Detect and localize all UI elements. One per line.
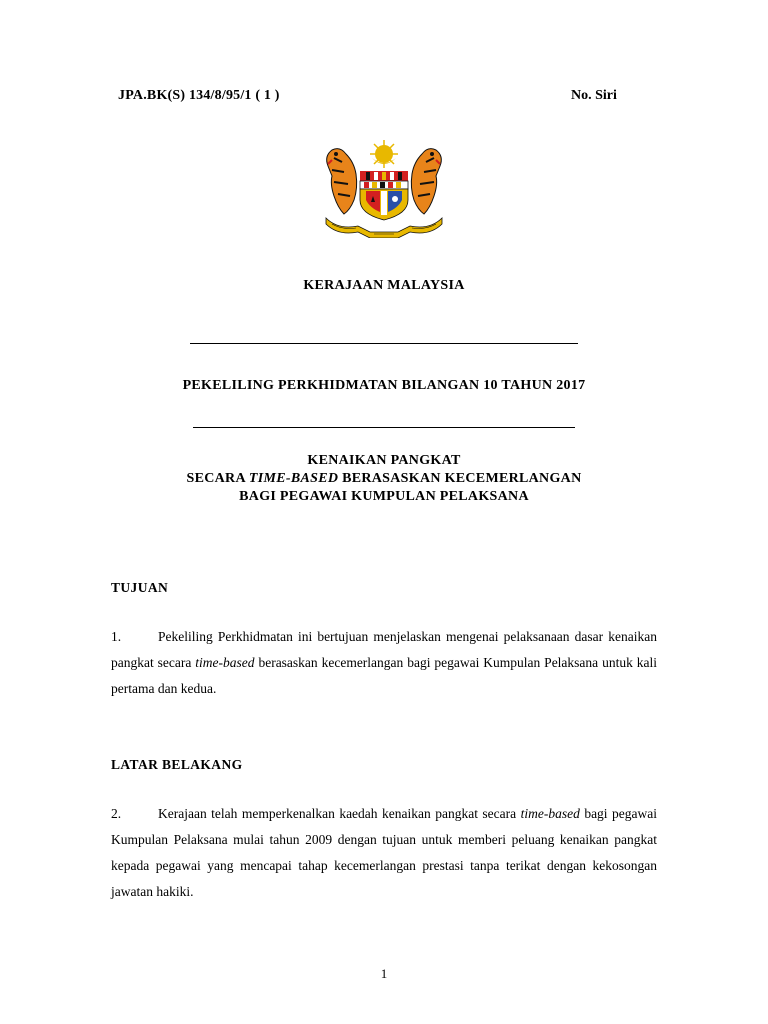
- subject-line-3: BAGI PEGAWAI KUMPULAN PELAKSANA: [239, 489, 529, 504]
- paragraph-italic: time-based: [195, 655, 255, 670]
- paragraph-1: [111, 624, 657, 702]
- subject-line-1: KENAIKAN PANGKAT: [307, 453, 461, 468]
- motto-ribbon-icon: [326, 218, 442, 238]
- malaysia-coat-of-arms-icon: [318, 138, 450, 238]
- paragraph-number: 2.: [111, 806, 122, 821]
- paragraph-2: [111, 801, 657, 905]
- federal-star-icon: [370, 140, 398, 168]
- divider-bottom: [193, 427, 575, 428]
- paragraph-text: berasaskan kecemerlangan bagi pegawai Kumpulan Pelaksana untuk kali pertama dan kedua.: [111, 655, 657, 696]
- government-name: KERAJAAN MALAYSIA: [303, 278, 465, 293]
- section-heading-latar-belakang: LATAR BELAKANG: [111, 757, 243, 772]
- subject-line-2-italic: TIME-BASED: [248, 471, 339, 486]
- left-tiger-icon: [327, 149, 357, 214]
- right-tiger-icon: [411, 149, 441, 214]
- paragraph-italic: time-based: [520, 806, 580, 821]
- page-number: 1: [380, 966, 388, 981]
- paragraph-text: Pekeliling Perkhidmatan ini bertujuan menjelaskan mengenai pelaksanaan dasar kenaikan pangkat secara: [111, 629, 657, 670]
- shield-icon: [360, 171, 408, 220]
- paragraph-text: bagi pegawai Kumpulan Pelaksana mulai tahun 2009 dengan tujuan untuk memberi peluang kenaikan pangkat kepada pegawai yang mencapai tahap kecemerlangan prestasi tanpa terikat dengan kekosongan jawatan hakiki.: [111, 806, 658, 899]
- divider-top: [190, 343, 578, 344]
- paragraph-number: 1.: [111, 629, 122, 644]
- subject-title: [0, 452, 768, 506]
- subject-line-2-prefix: SECARA: [186, 471, 249, 486]
- serial-number-label: No. Siri: [571, 88, 617, 103]
- paragraph-text: Kerajaan telah memperkenalkan kaedah kenaikan pangkat secara: [158, 806, 521, 821]
- section-heading-tujuan: TUJUAN: [111, 580, 169, 595]
- circular-title: PEKELILING PERKHIDMATAN BILANGAN 10 TAHUN 2017: [182, 378, 586, 393]
- subject-line-2: [0, 470, 768, 488]
- reference-number: JPA.BK(S) 134/8/95/1 ( 1 ): [118, 88, 280, 103]
- subject-line-2-suffix: BERASASKAN KECEMERLANGAN: [338, 471, 582, 486]
